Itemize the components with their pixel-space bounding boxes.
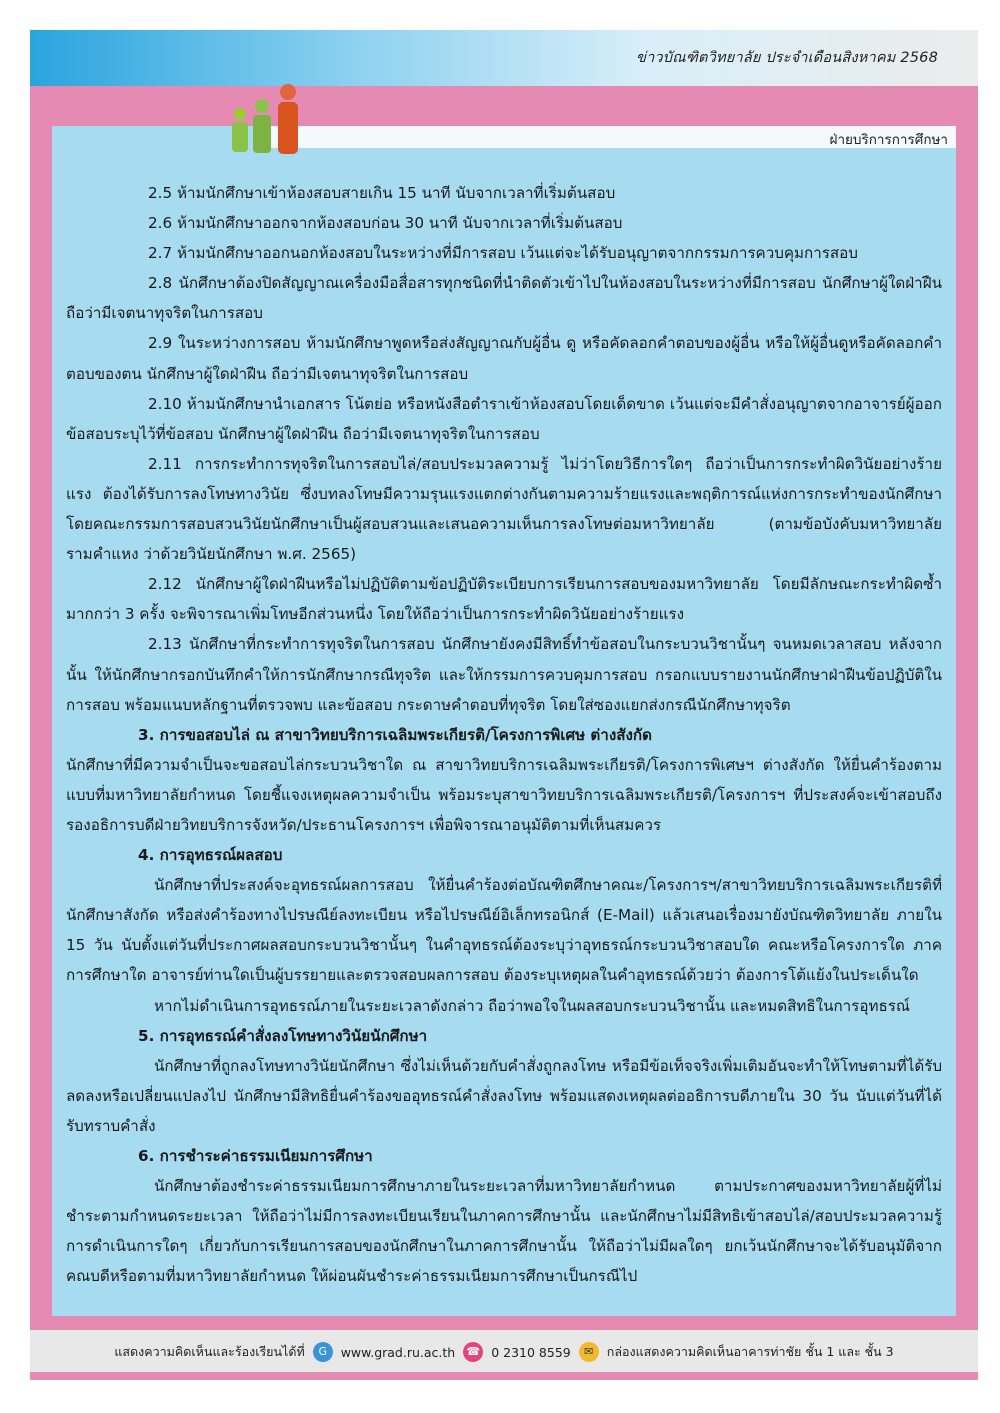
mailbox-icon: ✉ (579, 1342, 599, 1362)
issue-title: ข่าวบัณฑิตวิทยาลัย ประจำเดือนสิงหาคม 2568 (635, 50, 938, 66)
section-heading: 3. การขอสอบไล่ ณ สาขาวิทยบริการเฉลิมพระเกียรติ/โครงการพิเศษ ต่างสังกัด (138, 725, 652, 744)
paragraph: 2.10 ห้ามนักศึกษานำเอกสาร โน้ตย่อ หรือหนังสือตำราเข้าห้องสอบโดยเด็ดขาด เว้นแต่จะมีคำสั่งอนุญาตจากอาจารย์ผู้ออกข้อสอบระบุไว้ที่ข้อสอบ นักศึกษาผู้ใดฝ่าฝืน ถือว่ามีเจตนาทุจริตในการสอบ (66, 394, 942, 443)
footer-label: แสดงความคิดเห็นและร้องเรียนได้ที่ (114, 1344, 305, 1359)
section-heading: 6. การชำระค่าธรรมเนียมการศึกษา (138, 1147, 373, 1165)
body-content (66, 178, 942, 1291)
website-link[interactable]: www.grad.ru.ac.th (340, 1344, 456, 1360)
footer-contacts (30, 1342, 978, 1362)
paragraph: 2.11 การกระทำการทุจริตในการสอบไล่/สอบประมวลความรู้ ไม่ว่าโดยวิธีการใดๆ ถือว่าเป็นการกระทำผิดวินัยอย่างร้ายแรง ต้องได้รับการลงโทษทางวินัย ซึ่งบทลงโทษมีความรุนแรงแตกต่างกันตามความร้ายแรงและพฤติการณ์แห่งการกระทำของนักศึกษา โดยคณะกรรมการสอบสวนวินัยนักศึกษาเป็นผู้สอบสวนและเสนอความเห็นการลงโทษต่อมหาวิทยาลัย (ตามข้อบังคับมหาวิทยาลัยรามคำแหง ว่าด้วยวินัยนักศึกษา พ.ศ. 2565) (66, 454, 942, 564)
section-heading: 5. การอุทธรณ์คำสั่งลงโทษทางวินัยนักศึกษา (138, 1026, 428, 1045)
people-group-icon (222, 82, 312, 162)
paragraph: 2.7 ห้ามนักศึกษาออกนอกห้องสอบในระหว่างที่มีการสอบ เว้นแต่จะได้รับอนุญาตจากกรรมการควบคุมการสอบ (148, 244, 858, 263)
section-label: ฝ่ายบริการการศึกษา (829, 132, 948, 148)
paragraph: 2.6 ห้ามนักศึกษาออกจากห้องสอบก่อน 30 นาที นับจากเวลาที่เริ่มต้นสอบ (148, 214, 623, 233)
section-heading: 4. การอุทธรณ์ผลสอบ (138, 846, 283, 865)
paragraph: 2.12 นักศึกษาผู้ใดฝ่าฝืนหรือไม่ปฏิบัติตามข้อปฏิบัติระเบียบการเรียนการสอบของมหาวิทยาลัย โดยมีลักษณะกระทำผิดซ้ำมากกว่า 3 ครั้ง จะพิจารณาเพิ่มโทษอีกส่วนหนึ่ง โดยให้ถือว่าเป็นการกระทำผิดวินัยอย่างร้ายแรง (66, 575, 942, 624)
footer-bar (30, 1330, 978, 1372)
paragraph: หากไม่ดำเนินการอุทธรณ์ภายในระยะเวลาดังกล่าว ถือว่าพอใจในผลสอบกระบวนวิชานั้น และหมดสิทธิในการอุทธรณ์ (154, 996, 910, 1015)
paragraph: 2.5 ห้ามนักศึกษาเข้าห้องสอบสายเกิน 15 นาที นับจากเวลาที่เริ่มต้นสอบ (148, 184, 616, 202)
globe-icon: G (313, 1342, 333, 1362)
paragraph: 2.9 ในระหว่างการสอบ ห้ามนักศึกษาพูดหรือส่งสัญญาณกับผู้อื่น ดู หรือคัดลอกคำตอบของผู้อื่น หรือให้ผู้อื่นดูหรือคัดลอกคำตอบของตน นักศึกษาผู้ใดฝ่าฝืน ถือว่ามีเจตนาทุจริตในการสอบ (66, 334, 942, 383)
paragraph: นักศึกษาที่ถูกลงโทษทางวินัยนักศึกษา ซึ่งไม่เห็นด้วยกับคำสั่งถูกลงโทษ หรือมีข้อเท็จจริงเพิ่มเติมอันจะทำให้โทษตามที่ได้รับลดลงหรือเปลี่ยนแปลงไป นักศึกษามีสิทธิยื่นคำร้องขออุทธรณ์คำสั่งลงโทษ พร้อมแสดงเหตุผลต่ออธิการบดีภายใน 30 วัน นับแต่วันที่ได้รับทราบคำสั่ง (66, 1056, 942, 1135)
phone-number[interactable]: 0 2310 8559 (491, 1344, 571, 1360)
comment-box-location: กล่องแสดงความคิดเห็นอาคารท่าชัย ชั้น 1 และ ชั้น 3 (606, 1344, 894, 1359)
paragraph: นักศึกษาที่มีความจำเป็นจะขอสอบไล่กระบวนวิชาใด ณ สาขาวิทยบริการเฉลิมพระเกียรติ/โครงการพิเศษฯ ต่างสังกัด ให้ยื่นคำร้องตามแบบที่มหาวิทยาลัยกำหนด โดยชี้แจงเหตุผลความจำเป็น พร้อมระบุสาขาวิทยบริการเฉลิมพระเกียรติ/โครงการฯ ที่ประสงค์จะเข้าสอบถึงรองอธิการบดีฝ่ายวิทยบริการจังหวัด/ประธานโครงการฯ เพื่อพิจารณาอนุมัติตามที่เห็นสมควร (66, 755, 942, 834)
phone-icon: ☎ (463, 1342, 483, 1362)
paragraph: 2.13 นักศึกษาที่กระทำการทุจริตในการสอบ นักศึกษายังคงมีสิทธิ์ทำข้อสอบในกระบวนวิชานั้นๆ จนหมดเวลาสอบ หลังจากนั้น ให้นักศึกษากรอกบันทึกคำให้การนักศึกษากรณีทุจริต และให้กรรมการควบคุมการสอบ กรอกแบบรายงานนักศึกษาฝ่าฝืนข้อปฏิบัติในการสอบ พร้อมแนบหลักฐานที่ตรวจพบ และข้อสอบ กระดาษคำตอบที่ทุจริต โดยใส่ซองแยกส่งกรณีนักศึกษาทุจริต (66, 635, 942, 714)
paragraph: นักศึกษาที่ประสงค์จะอุทธรณ์ผลการสอบ ให้ยื่นคำร้องต่อบัณฑิตศึกษาคณะ/โครงการฯ/สาขาวิทยบริการเฉลิมพระเกียรติที่นักศึกษาสังกัด หรือส่งคำร้องทางไปรษณีย์ลงทะเบียน หรือไปรษณีย์อิเล็กทรอนิกส์ (E-Mail) แล้วเสนอเรื่องมายังบัณฑิตวิทยาลัย ภายใน 15 วัน นับตั้งแต่วันที่ประกาศผลสอบกระบวนวิชานั้นๆ ในคำอุทธรณ์ต้องระบุว่าอุทธรณ์กระบวนวิชาสอบใด คณะหรือโครงการใด ภาคการศึกษาใด อาจารย์ท่านใดเป็นผู้บรรยายและตรวจสอบผลการสอบ ต้องระบุเหตุผลในคำอุทธรณ์ด้วยว่า ต้องการโต้แย้งในประเด็นใด (66, 876, 942, 985)
paragraph: 2.8 นักศึกษาต้องปิดสัญญาณเครื่องมือสื่อสารทุกชนิดที่นำติดตัวเข้าไปในห้องสอบในระหว่างที่มีการสอบ นักศึกษาผู้ใดฝ่าฝืน ถือว่ามีเจตนาทุจริตในการสอบ (66, 274, 942, 323)
paragraph: นักศึกษาต้องชำระค่าธรรมเนียมการศึกษาภายในระยะเวลาที่มหาวิทยาลัยกำหนด ตามประกาศของมหาวิทยาลัยผู้ที่ไม่ชำระตามกำหนดระยะเวลา ให้ถือว่าไม่มีการลงทะเบียนเรียนในภาคการศึกษานั้น และนักศึกษาไม่มีสิทธิเข้าสอบไล่/สอบประมวลความรู้ การดำเนินการใดๆ เกี่ยวกับการเรียนการสอบของนักศึกษาในภาคการศึกษานั้น ให้ถือว่าไม่มีผลใดๆ ยกเว้นนักศึกษาจะได้รับอนุมัติจากคณบดีหรือตามที่มหาวิทยาลัยกำหนด ให้ผ่อนผันชำระค่าธรรมเนียมการศึกษาเป็นกรณีไป (66, 1177, 942, 1286)
